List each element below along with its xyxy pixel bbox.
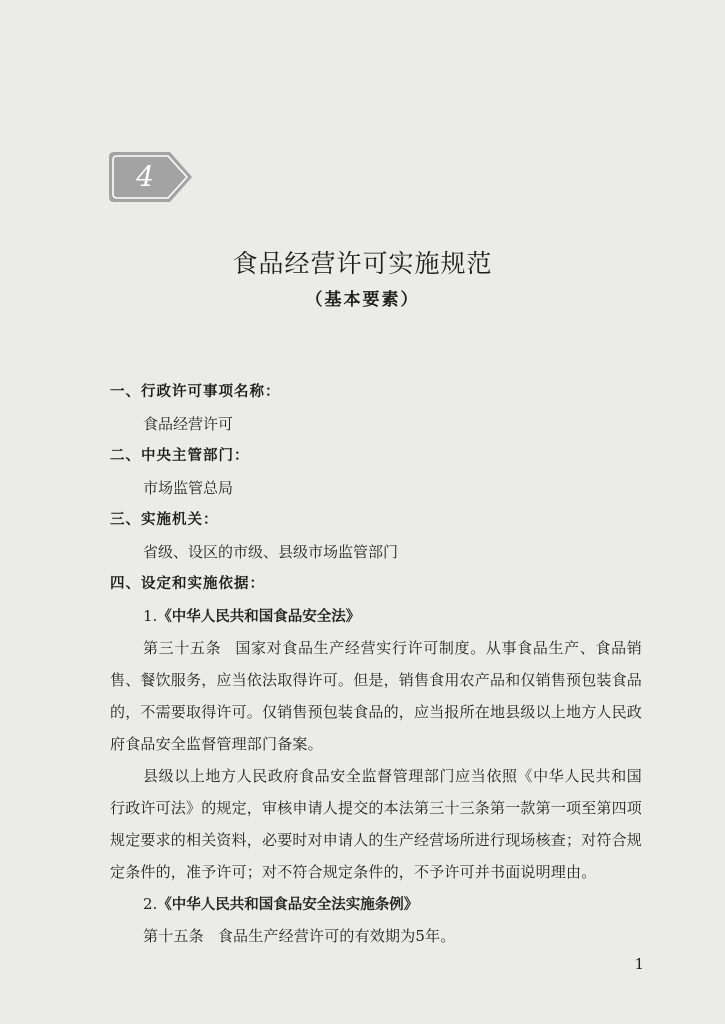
- law-name: 《中华人民共和国食品安全法实施条例》: [157, 897, 419, 913]
- law-paragraph: [110, 760, 642, 888]
- document-body: [110, 376, 642, 952]
- section-heading-department: 二、中央主管部门：: [110, 448, 250, 464]
- page-subtitle: （基本要素）: [305, 290, 420, 310]
- article-number: 第十五条: [143, 927, 204, 945]
- page-number: 1: [634, 955, 644, 973]
- section-value-authority: 省级、设区的市级、县级市场监管部门: [143, 543, 399, 561]
- section-heading-authority: 三、实施机关：: [110, 512, 219, 528]
- paragraph-text: 食品生产经营许可的有效期为5年。: [217, 927, 456, 945]
- law-prefix: 1.: [143, 607, 158, 625]
- section-heading-basis: 四、设定和实施依据：: [110, 576, 265, 592]
- chapter-number: 4: [136, 160, 154, 193]
- section-heading-name: 一、行政许可事项名称：: [110, 384, 281, 400]
- section-value-department: 市场监管总局: [143, 479, 234, 497]
- chapter-badge: [108, 151, 194, 203]
- law-paragraph: [110, 920, 642, 952]
- law-title: [110, 600, 642, 632]
- law-name: 《中华人民共和国食品安全法》: [157, 609, 361, 625]
- page-title: 食品经营许可实施规范: [232, 249, 493, 278]
- law-title: [110, 888, 642, 920]
- paragraph-text: 国家对食品生产经营实行许可制度。从事食品生产、食品销售、餐饮服务，应当依法取得许可。但是，销售食用农产品和仅销售预包装食品的，不需要取得许可。仅销售预包装食品的，应当报所在地县级以上地方人民政府食品安全监督管理部门备案。: [110, 639, 643, 753]
- law-prefix: 2.: [143, 895, 158, 913]
- paragraph-text: 县级以上地方人民政府食品安全监督管理部门应当依照《中华人民共和国行政许可法》的规定，审核申请人提交的本法第三十三条第一款第一项至第四项规定要求的相关资料，必要时对申请人的生产经营场所进行现场核查；对符合规定条件的，准予许可；对不符合规定条件的，不予许可并书面说明理由。: [110, 767, 643, 881]
- law-paragraph: [110, 632, 642, 760]
- article-number: 第三十五条: [143, 639, 222, 657]
- section-value-name: 食品经营许可: [143, 415, 234, 433]
